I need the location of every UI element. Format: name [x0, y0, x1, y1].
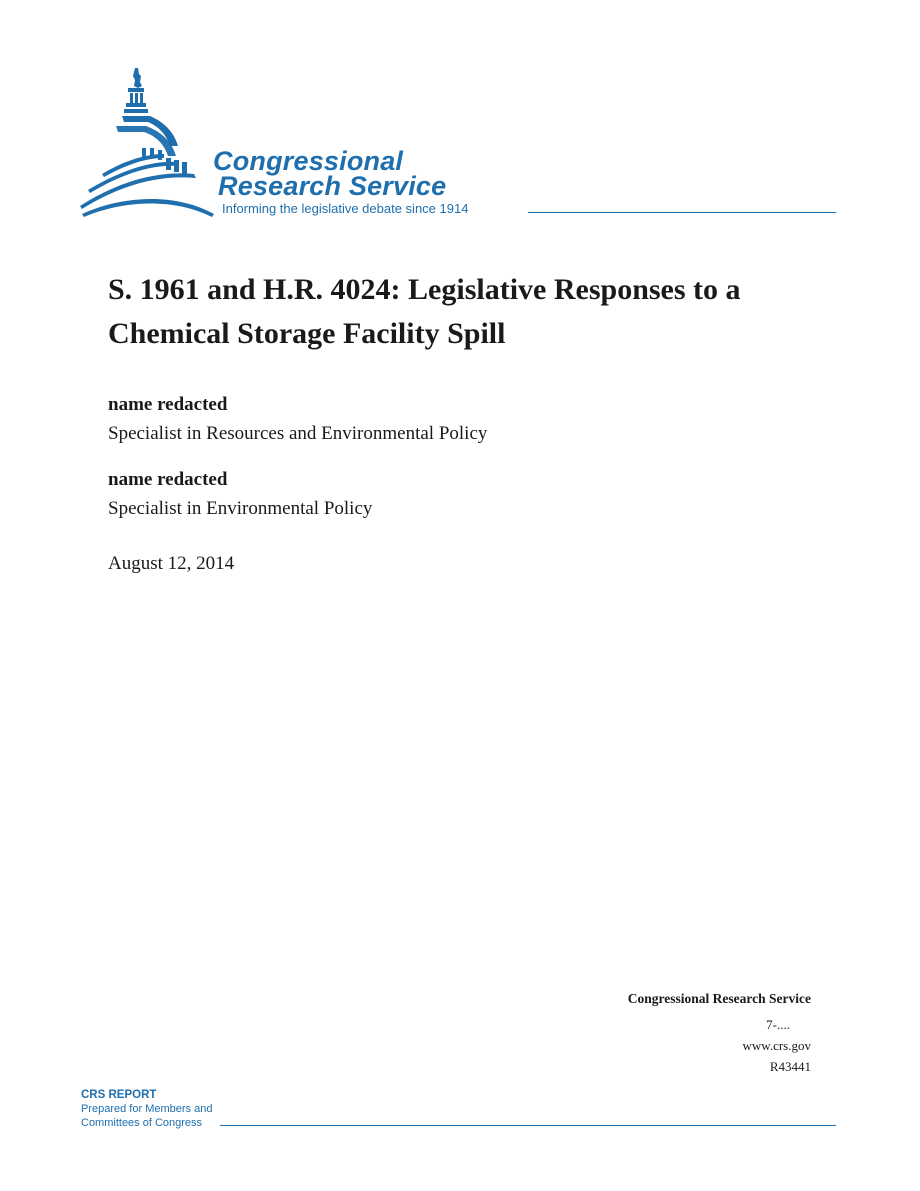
contact-phone: 7-....: [766, 1016, 790, 1032]
contact-website-link[interactable]: www.crs.gov: [742, 1037, 811, 1053]
logo-wordmark-line2: Research Service: [218, 171, 447, 201]
author-name: name redacted: [108, 394, 228, 415]
report-number: R43441: [769, 1058, 811, 1074]
footer-divider: [220, 1125, 836, 1126]
capitol-dome-icon: [78, 66, 218, 218]
contact-block: [628, 992, 811, 1073]
logo-wordmark-line1: Congressional: [213, 146, 404, 176]
contact-organization: Congressional Research Service: [627, 991, 811, 1006]
author-name: name redacted: [108, 469, 228, 490]
footer-prepared-line1: Prepared for Members and: [81, 1103, 213, 1115]
header-divider: [528, 212, 836, 213]
author-role: Specialist in Environmental Policy: [108, 498, 373, 519]
footer-prepared-line2: Committees of Congress: [81, 1117, 203, 1129]
report-title: S. 1961 and H.R. 4024: Legislative Responses to a Chemical Storage Facility Spill: [108, 273, 741, 350]
report-date: August 12, 2014: [108, 553, 235, 574]
footer-report-label: CRS REPORT: [81, 1089, 157, 1101]
logo-tagline: Informing the legislative debate since 1914: [222, 201, 469, 216]
author-role: Specialist in Resources and Environmental Policy: [108, 423, 488, 444]
